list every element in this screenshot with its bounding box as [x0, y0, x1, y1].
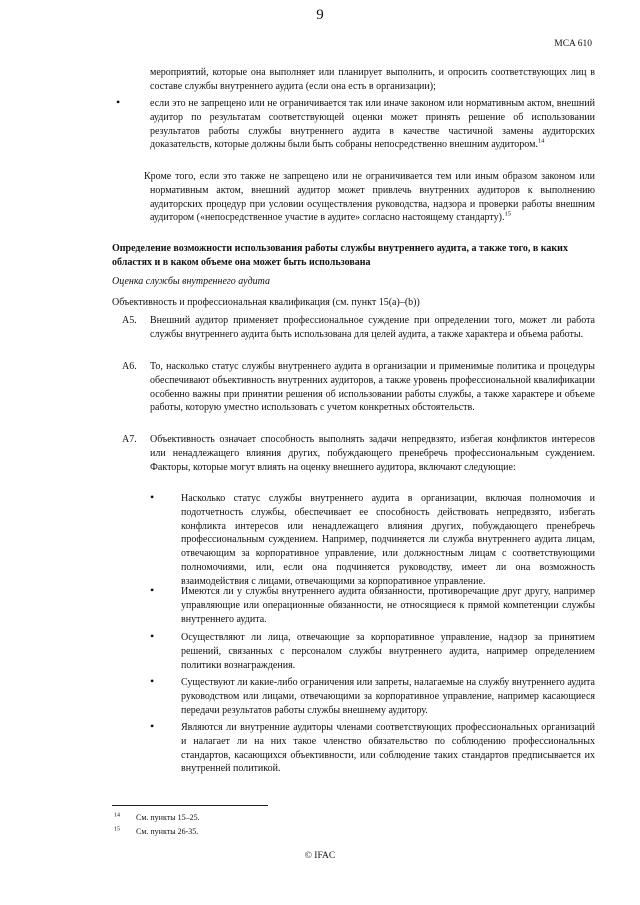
para-a5-text: Внешний аудитор применяет профессиональное суждение при определении того, может ли работа службы внутреннего аудита быть использована для целей аудита, а также характера и объема работы.	[150, 315, 595, 340]
footnote-ref-14: 14	[537, 138, 545, 146]
para-a7-text: Объективность означает способность выполнять задачи непредвзято, избегая конфликтов интересов или ненадлежащего влияния других, побуждающего пренебречь профессиональным суждением. Факторы, которые могут влиять на оценку внешнего аудитора, включают следующие:	[150, 434, 595, 473]
bullet-marker: •	[116, 95, 121, 109]
section-heading: Определение возможности использования работы службы внутреннего аудита, а также того, в каких областях и в каком объеме она может быть использована	[112, 243, 568, 268]
objectivity-line: Объективность и профессиональная квалификация (см. пункт 15(a)–(b))	[112, 297, 420, 308]
footnote-number: 15	[114, 826, 120, 833]
subsection-heading: Оценка службы внутреннего аудита	[112, 276, 270, 287]
continued-paragraph: мероприятий, которые она выполняет или планирует выполнить, и опросить соответствующих лиц в составе службы внутреннего аудита (если она есть в организации);	[150, 67, 595, 92]
page-footer: © IFAC	[304, 851, 336, 861]
footnote-text: См. пункты 26-35.	[136, 827, 199, 836]
bullet-marker: •	[150, 674, 155, 688]
page-number: 9	[316, 7, 324, 23]
a7-bullet-2: Имеются ли у службы внутреннего аудита обязанности, противоречащие друг другу, например управляющие или операционные обязанности, не относящиеся к прямой компетенции службы внутреннего аудита.	[181, 586, 595, 625]
additional-paragraph	[144, 170, 595, 225]
para-a5-number: A5.	[122, 315, 137, 326]
para-a6-number: A6.	[122, 361, 137, 372]
a7-bullet-3: Осуществляют ли лица, отвечающие за корпоративное управление, надзор за принятием решений, связанных с персоналом службы внутреннего аудита, например определением политики вознаграждения.	[181, 632, 595, 671]
para-a7-number: A7.	[122, 434, 137, 445]
footnote-15	[114, 826, 199, 836]
a7-bullet-5: Являются ли внутренние аудиторы членами соответствующих профессиональных организаций и налагает ли на них такое членство обязательство по соблюдению профессиональных стандартов, касающихся объективности, или соблюдение таких стандартов предписывается их внутренней политикой.	[181, 722, 595, 775]
bullet-paragraph-1	[150, 97, 595, 152]
bullet-marker: •	[150, 719, 155, 733]
a7-bullet-4: Существуют ли какие-либо ограничения или запреты, налагаемые на службу внутреннего аудита руководством или лицами, отвечающими за корпоративное управление, например касающиеся передачи результатов работы службы внешнему аудитору.	[181, 677, 595, 716]
para-a6-text: То, насколько статус службы внутреннего аудита в организации и применимые политика и процедуры обеспечивают объективность внутренних аудиторов, а также уровень профессиональной квалификации особенно важны при принятии решения об использовании работы службы, а также характере и объеме работы, которую уместно использовать с учетом конкретных обстоятельств.	[150, 361, 595, 414]
bullet-1-text: если это не запрещено или не ограничивается так или иначе законом или нормативным актом, внешний аудитор по результатам соответствующей оценки может принять решение об использовании результатов работы службы внутреннего аудита в качестве частичной замены аудиторских доказательств, которые должны были быть собраны непосредственно внешним аудитором.	[150, 98, 595, 151]
footnote-number: 14	[114, 812, 120, 819]
footnote-ref-15: 15	[504, 211, 511, 219]
footnote-text: См. пункты 15–25.	[136, 813, 200, 822]
additional-paragraph-text: Кроме того, если это также не запрещено или не ограничивается тем или иным образом законом или нормативным актом, внешний аудитор может привлечь внутренних аудиторов к выполнению аудиторских процедур при условии осуществления руководства, надзора и проверки работы внешним аудитором («непосредственное участие в аудите» согласно настоящему стандарту).	[144, 171, 595, 224]
bullet-marker: •	[150, 490, 155, 504]
bullet-marker: •	[150, 629, 155, 643]
document-code: MCA 610	[554, 39, 592, 49]
footnote-14	[114, 812, 200, 822]
a7-bullet-1: Насколько статус службы внутреннего аудита в организации, включая полномочия и подотчетность службы, обеспечивает ее способность действовать непредвзято, избегать конфликта интересов или ненадлежащего влияния других, побуждающего пренебречь профессиональным суждением. Например, подчиняется ли служба внутреннего аудита лицам, отвечающим за корпоративное управление, или должностным лицам с соответствующими полномочиями, или, если она подчиняется руководству, имеет ли она возможность взаимодействия с лицами, отвечающими за корпоративное управление.	[181, 493, 595, 587]
bullet-marker: •	[150, 583, 155, 597]
footnote-separator	[112, 805, 268, 806]
